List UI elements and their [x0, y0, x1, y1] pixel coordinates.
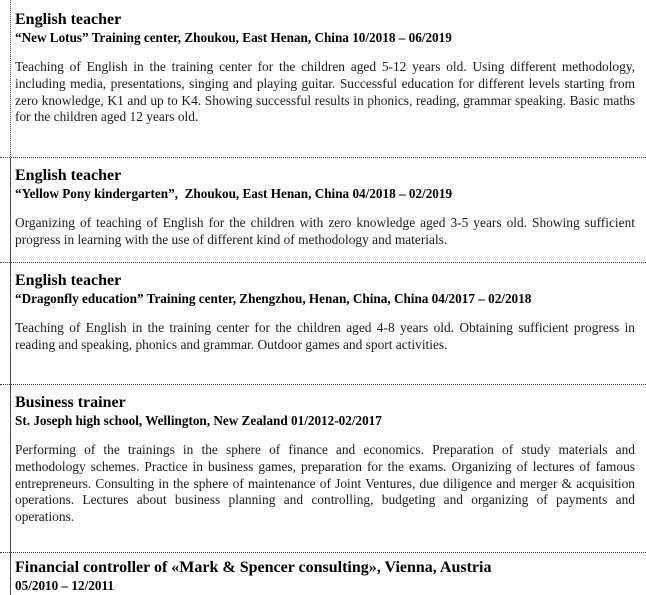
job-description: Teaching of English in the training center for the children aged 4-8 years old. Obtaining sufficient progress in reading and speaking, phonics and grammar. Outdoor games and sport activities. [15, 320, 639, 352]
employer-line: 05/2010 – 12/2011 [15, 578, 114, 593]
employer-line: “Dragonfly education” Training center, Zhengzhou, Henan, China, China 04/2017 – 02/2018 [15, 291, 532, 306]
employer-line: St. Joseph high school, Wellington, New Zealand 01/2012-02/2017 [15, 413, 382, 428]
employer-line: “New Lotus” Training center, Zhoukou, East Henan, China 10/2018 – 06/2019 [15, 30, 452, 45]
experience-section-dragonfly [0, 263, 646, 384]
employer-line: “Yellow Pony kindergarten”, Zhoukou, East Henan, China 04/2018 – 02/2019 [15, 186, 453, 201]
experience-section-yellow-pony [0, 158, 646, 262]
job-title: English teacher [15, 272, 122, 289]
job-title: English teacher [15, 167, 122, 184]
experience-section-new-lotus [0, 0, 646, 157]
job-description: Performing of the trainings in the sphere of finance and economics. Preparation of study materials and methodology schemes. Practice in business games, preparation for the exams. Organizing of lectures of famous entrepreneurs. Consulting in the sphere of maintenance of Joint Ventures, due diligence and merger & acquisition operations. Lectures about business planning and controlling, budgeting and organizing of payments and operations. [15, 442, 639, 525]
job-description: Teaching of English in the training center for the children aged 5-12 years old. Using different methodology, including media, presentations, singing and playing guitar. Successful education for different levels starting from zero knowledge, K1 and up to K4. Showing successful results in phonics, reading, grammar speaking. Basic maths for the children aged 12 years old. [15, 59, 639, 125]
job-title: English teacher [15, 11, 122, 28]
page-left-border-solid [10, 158, 11, 595]
page-left-border-dotted [10, 0, 11, 157]
experience-section-st-joseph [0, 385, 646, 552]
job-description: Organizing of teaching of English for the children with zero knowledge aged 3-5 years old. Showing sufficient progress in learning with the use of different kind of methodology and materials. [15, 215, 642, 247]
experience-section-mark-spencer [0, 553, 646, 595]
job-title: Financial controller of «Mark & Spencer consulting», Vienna, Austria [15, 559, 492, 576]
job-title: Business trainer [15, 394, 126, 411]
